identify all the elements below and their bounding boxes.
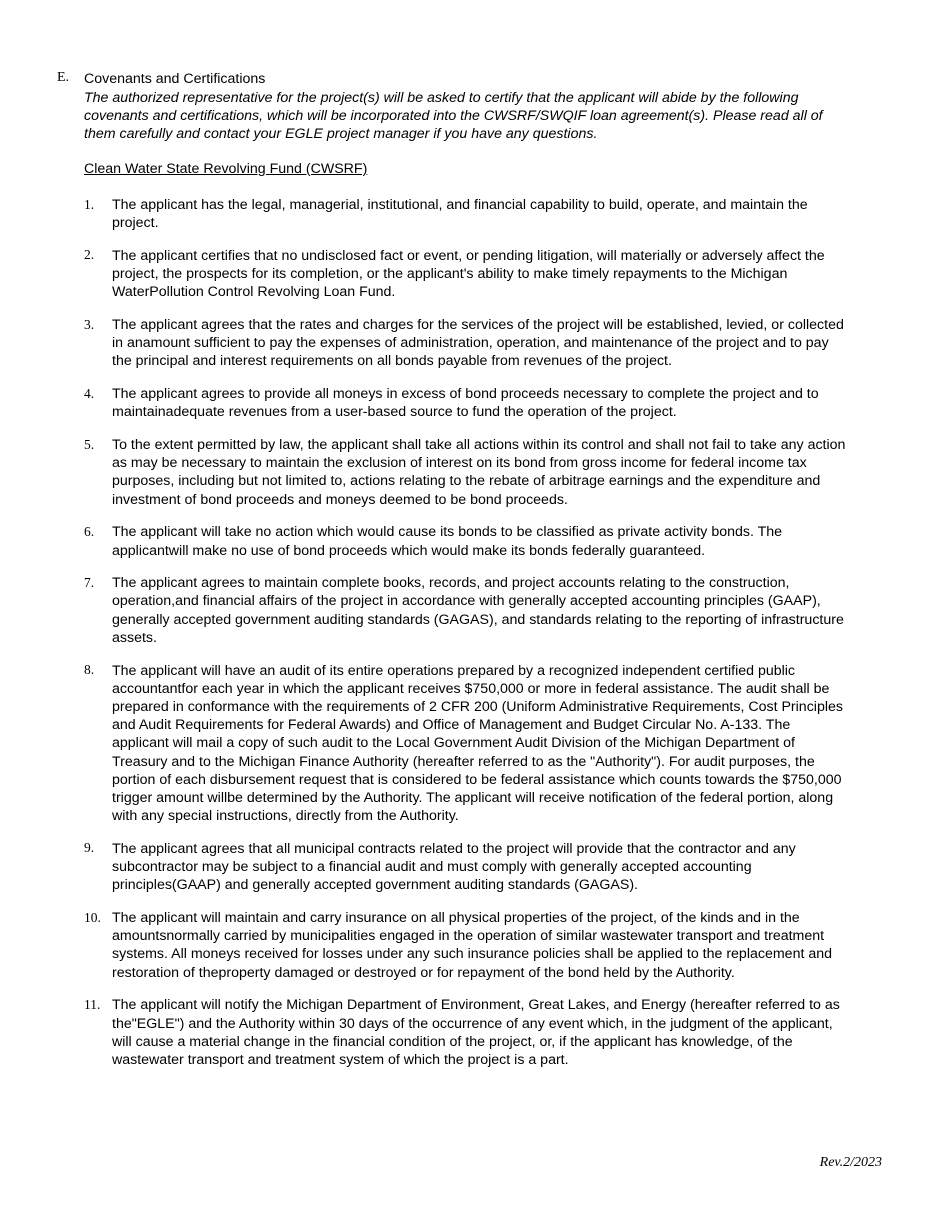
item-text: The applicant has the legal, managerial, institutional, and financial capability to build, operate, and maintain the project. <box>112 197 808 232</box>
item-number: 3. <box>84 316 95 332</box>
cwsrf-subheading: Clean Water State Revolving Fund (CWSRF) <box>84 161 368 177</box>
list-item <box>57 436 857 509</box>
list-item <box>57 996 857 1069</box>
item-text: The applicant agrees to provide all moneys in excess of bond proceeds necessary to complete the project and to maintainadequate revenues from a user-based source to fund the operation of the project. <box>112 386 819 421</box>
list-item <box>57 523 857 559</box>
item-number: 4. <box>84 385 95 401</box>
item-number: 10. <box>84 909 101 925</box>
covenant-list <box>57 196 857 1084</box>
item-text: The applicant certifies that no undisclosed fact or event, or pending litigation, will materially or adversely affect the project, the prospects for its completion, or the applicant's ability to make timely repayments to the Michigan WaterPollution Control Revolving Loan Fund. <box>112 247 825 301</box>
item-number: 7. <box>84 574 95 590</box>
list-item <box>57 840 857 895</box>
list-item <box>57 662 857 826</box>
list-item <box>57 316 857 371</box>
item-number: 2. <box>84 247 95 263</box>
item-number: 5. <box>84 436 95 452</box>
item-text: The applicant will maintain and carry insurance on all physical properties of the project, of the kinds and in the amountsnormally carried by municipalities engaged in the operation of similar wastewater transport and treatment systems. All moneys received for losses under any such insurance policies shall be applied to the replacement and restoration of theproperty damaged or destroyed or for repayment of the bond held by the Authority. <box>112 910 833 981</box>
section-title: Covenants and Certifications <box>84 71 266 87</box>
list-item <box>57 574 857 647</box>
list-item <box>57 196 857 232</box>
section-intro: The authorized representative for the project(s) will be asked to certify that the applicant will abide by the following covenants and certifications, which will be incorporated into the CWSRF/SWQIF loan agreement(s). Please read all of them carefully and contact your EGLE project manager if you have any questions. <box>84 90 823 142</box>
item-number: 11. <box>84 996 101 1012</box>
revision-footer: Rev.2/2023 <box>819 1155 882 1170</box>
list-item <box>57 909 857 982</box>
item-text: To the extent permitted by law, the applicant shall take all actions within its control and shall not fail to take any action as may be necessary to maintain the exclusion of interest on its bond from gross income for federal income tax purposes, including but not limited to, actions relating to the rebate of arbitrage earnings and the expenditure and investment of bond proceeds and moneys deemed to be bond proceeds. <box>112 437 846 508</box>
item-text: The applicant will take no action which would cause its bonds to be classified as private activity bonds. The applicantwill make no use of bond proceeds which would make its bonds federally guaranteed. <box>112 524 783 559</box>
item-text: The applicant agrees that all municipal contracts related to the project will provide that the contractor and any subcontractor may be subject to a financial audit and must comply with generally accepted accounting principles(GAAP) and generally accepted government auditing standards (GAGAS). <box>112 840 796 894</box>
item-text: The applicant will notify the Michigan Department of Environment, Great Lakes, and Energy (hereafter referred to as the"EGLE") and the Authority within 30 days of the occurrence of any event which, in the judgment of the applicant, will cause a material change in the financial condition of the project, or, if the applicant has knowledge, of the wastewater transport and treatment system of which the project is a part. <box>112 997 840 1068</box>
item-number: 8. <box>84 662 95 678</box>
list-item <box>57 247 857 302</box>
list-item <box>57 385 857 421</box>
item-number: 9. <box>84 840 95 856</box>
item-number: 1. <box>84 196 95 212</box>
section-letter: E. <box>57 70 70 85</box>
item-text: The applicant will have an audit of its entire operations prepared by a recognized independent certified public accountantfor each year in which the applicant receives $750,000 or more in federal assistance. The audit shall be prepared in conformance with the requirements of 2 CFR 200 (Uniform Administrative Requirements, Cost Principles and Audit Requirements for Federal Awards) and Office of Management and Budget Circular No. A-133. The applicant will mail a copy of such audit to the Local Government Audit Division of the Michigan Department of Treasury and to the Michigan Finance Authority (hereafter referred to as the "Authority"). For audit purposes, the portion of each disbursement request that is considered to be federal assistance which counts towards the $750,000 trigger amount willbe determined by the Authority. The applicant will receive notification of the federal portion, along with any special instructions, directly from the Authority. <box>112 662 843 825</box>
item-text: The applicant agrees that the rates and charges for the services of the project will be established, levied, or collected in anamount sufficient to pay the expenses of administration, operation, and maintenance of the project and to pay the principal and interest requirements on all bonds payable from revenues of the project. <box>112 317 844 370</box>
item-text: The applicant agrees to maintain complete books, records, and project accounts relating to the construction, operation,and financial affairs of the project in accordance with generally accepted accounting principles (GAAP), generally accepted government auditing standards (GAGAS), and standards relating to the reporting of infrastructure assets. <box>112 575 844 646</box>
item-number: 6. <box>84 523 95 539</box>
